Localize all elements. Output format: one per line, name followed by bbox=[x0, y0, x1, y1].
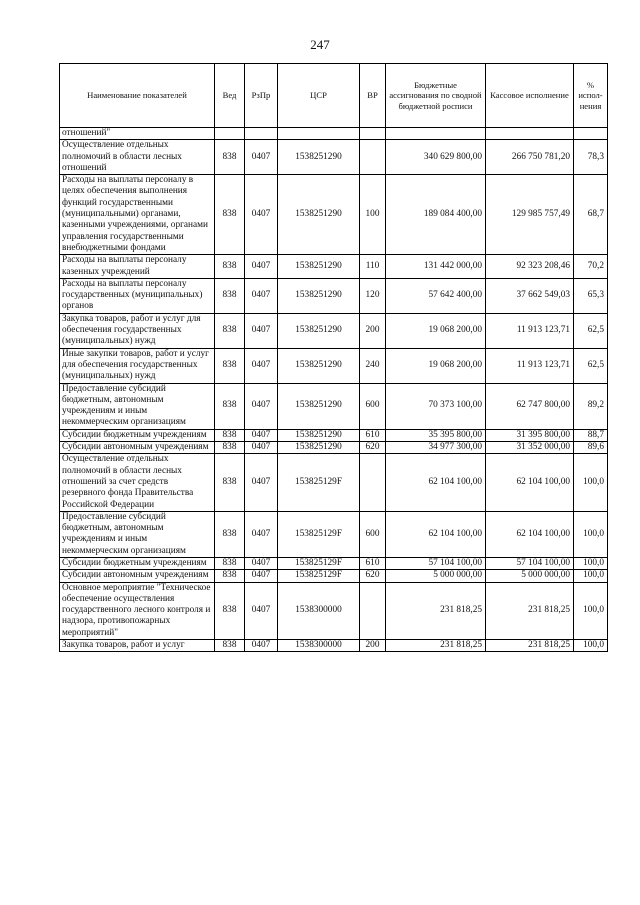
row-name: Предоставление субсидий бюджетным, автономным учреждениям и иным некоммерческим организациям bbox=[60, 511, 215, 557]
row-cash: 62 747 800,00 bbox=[486, 383, 574, 429]
row-percent: 100,0 bbox=[574, 557, 608, 569]
row-name: отношений" bbox=[60, 128, 215, 140]
table-header-row bbox=[60, 64, 608, 128]
row-budget: 35 395 800,00 bbox=[386, 429, 486, 441]
header-ved: Вед bbox=[215, 64, 245, 128]
row-rzpr: 0407 bbox=[245, 313, 278, 348]
table-row bbox=[60, 454, 608, 511]
row-budget: 231 818,25 bbox=[386, 582, 486, 639]
row-name: Предоставление субсидий бюджетным, автономным учреждениям и иным некоммерческим организациям bbox=[60, 383, 215, 429]
header-budget: Бюджетные ассигнования по сводной бюджетной росписи bbox=[386, 64, 486, 128]
row-ved: 838 bbox=[215, 557, 245, 569]
page-number: 247 bbox=[310, 37, 330, 52]
row-rzpr: 0407 bbox=[245, 557, 278, 569]
row-name: Расходы на выплаты персоналу казенных учреждений bbox=[60, 255, 215, 279]
row-rzpr: 0407 bbox=[245, 582, 278, 639]
row-ved: 838 bbox=[215, 640, 245, 652]
row-vr: 200 bbox=[360, 313, 386, 348]
header-cash: Кассовое исполнение bbox=[486, 64, 574, 128]
row-percent: 100,0 bbox=[574, 640, 608, 652]
row-ved bbox=[215, 128, 245, 140]
row-vr bbox=[360, 140, 386, 175]
budget-table bbox=[59, 63, 608, 652]
row-vr: 610 bbox=[360, 429, 386, 441]
row-name: Расходы на выплаты персоналу государственных (муниципальных) органов bbox=[60, 278, 215, 313]
row-csr: 153825129F bbox=[278, 557, 360, 569]
row-name: Субсидии бюджетным учреждениям bbox=[60, 429, 215, 441]
table-row bbox=[60, 255, 608, 279]
row-percent: 70,2 bbox=[574, 255, 608, 279]
table-row bbox=[60, 429, 608, 441]
header-name: Наименование показателей bbox=[60, 64, 215, 128]
row-budget: 189 084 400,00 bbox=[386, 175, 486, 255]
row-cash: 5 000 000,00 bbox=[486, 570, 574, 582]
row-budget: 62 104 100,00 bbox=[386, 454, 486, 511]
row-cash: 57 104 100,00 bbox=[486, 557, 574, 569]
row-vr: 200 bbox=[360, 640, 386, 652]
row-ved: 838 bbox=[215, 454, 245, 511]
row-percent: 68,7 bbox=[574, 175, 608, 255]
row-name: Основное мероприятие "Техническое обеспечение осуществления государственного лесного контроля и надзора, противопожарных мероприятий" bbox=[60, 582, 215, 639]
row-vr bbox=[360, 128, 386, 140]
row-budget: 34 977 300,00 bbox=[386, 442, 486, 454]
table-row bbox=[60, 442, 608, 454]
row-csr: 1538251290 bbox=[278, 383, 360, 429]
row-budget: 5 000 000,00 bbox=[386, 570, 486, 582]
row-percent: 62,5 bbox=[574, 313, 608, 348]
table-row bbox=[60, 313, 608, 348]
row-percent: 89,6 bbox=[574, 442, 608, 454]
row-budget: 19 068 200,00 bbox=[386, 348, 486, 383]
row-budget: 57 104 100,00 bbox=[386, 557, 486, 569]
row-cash: 31 395 800,00 bbox=[486, 429, 574, 441]
row-name: Закупка товаров, работ и услуг для обеспечения государственных (муниципальных) нужд bbox=[60, 313, 215, 348]
row-name: Осуществление отдельных полномочий в области лесных отношений bbox=[60, 140, 215, 175]
row-name: Осуществление отдельных полномочий в области лесных отношений за счет средств резервного фонда Правительства Российской Федерации bbox=[60, 454, 215, 511]
row-vr: 620 bbox=[360, 442, 386, 454]
row-ved: 838 bbox=[215, 255, 245, 279]
row-percent: 100,0 bbox=[574, 511, 608, 557]
row-percent: 65,3 bbox=[574, 278, 608, 313]
row-rzpr: 0407 bbox=[245, 442, 278, 454]
header-vr: ВР bbox=[360, 64, 386, 128]
table-row bbox=[60, 128, 608, 140]
row-csr bbox=[278, 128, 360, 140]
row-rzpr: 0407 bbox=[245, 255, 278, 279]
row-percent: 89,2 bbox=[574, 383, 608, 429]
row-vr: 600 bbox=[360, 383, 386, 429]
row-percent: 88,7 bbox=[574, 429, 608, 441]
row-ved: 838 bbox=[215, 442, 245, 454]
table-row bbox=[60, 582, 608, 639]
table-row bbox=[60, 278, 608, 313]
table-row bbox=[60, 557, 608, 569]
row-cash: 266 750 781,20 bbox=[486, 140, 574, 175]
row-csr: 153825129F bbox=[278, 454, 360, 511]
row-ved: 838 bbox=[215, 383, 245, 429]
table-row bbox=[60, 511, 608, 557]
row-cash: 11 913 123,71 bbox=[486, 348, 574, 383]
row-cash bbox=[486, 128, 574, 140]
row-csr: 1538251290 bbox=[278, 313, 360, 348]
row-ved: 838 bbox=[215, 429, 245, 441]
row-cash: 62 104 100,00 bbox=[486, 511, 574, 557]
row-rzpr: 0407 bbox=[245, 278, 278, 313]
row-vr: 110 bbox=[360, 255, 386, 279]
row-budget: 340 629 800,00 bbox=[386, 140, 486, 175]
row-percent: 100,0 bbox=[574, 570, 608, 582]
row-csr: 1538300000 bbox=[278, 640, 360, 652]
row-rzpr: 0407 bbox=[245, 140, 278, 175]
table-row bbox=[60, 175, 608, 255]
row-cash: 11 913 123,71 bbox=[486, 313, 574, 348]
row-cash: 231 818,25 bbox=[486, 640, 574, 652]
row-budget: 231 818,25 bbox=[386, 640, 486, 652]
row-cash: 37 662 549,03 bbox=[486, 278, 574, 313]
row-name: Иные закупки товаров, работ и услуг для обеспечения государственных (муниципальных) нужд bbox=[60, 348, 215, 383]
row-vr: 610 bbox=[360, 557, 386, 569]
row-ved: 838 bbox=[215, 313, 245, 348]
row-csr: 1538251290 bbox=[278, 278, 360, 313]
row-cash: 62 104 100,00 bbox=[486, 454, 574, 511]
table-row bbox=[60, 348, 608, 383]
row-ved: 838 bbox=[215, 582, 245, 639]
table-row bbox=[60, 570, 608, 582]
row-rzpr: 0407 bbox=[245, 640, 278, 652]
row-vr: 620 bbox=[360, 570, 386, 582]
row-budget: 70 373 100,00 bbox=[386, 383, 486, 429]
row-csr: 153825129F bbox=[278, 511, 360, 557]
row-csr: 1538251290 bbox=[278, 429, 360, 441]
row-percent: 100,0 bbox=[574, 454, 608, 511]
row-ved: 838 bbox=[215, 348, 245, 383]
row-csr: 153825129F bbox=[278, 570, 360, 582]
row-rzpr bbox=[245, 128, 278, 140]
row-percent bbox=[574, 128, 608, 140]
row-percent: 78,3 bbox=[574, 140, 608, 175]
row-name: Субсидии автономным учреждениям bbox=[60, 442, 215, 454]
row-rzpr: 0407 bbox=[245, 511, 278, 557]
table-row bbox=[60, 640, 608, 652]
header-percent: % испол-нения bbox=[574, 64, 608, 128]
row-csr: 1538251290 bbox=[278, 140, 360, 175]
row-name: Расходы на выплаты персоналу в целях обеспечения выполнения функций государственными (муниципальными) органами, казенными учреждениями, органами управления государственными внебюджетными фондами bbox=[60, 175, 215, 255]
table-row bbox=[60, 140, 608, 175]
row-name: Субсидии бюджетным учреждениям bbox=[60, 557, 215, 569]
row-rzpr: 0407 bbox=[245, 454, 278, 511]
row-vr: 600 bbox=[360, 511, 386, 557]
row-budget bbox=[386, 128, 486, 140]
row-budget: 19 068 200,00 bbox=[386, 313, 486, 348]
row-ved: 838 bbox=[215, 511, 245, 557]
row-rzpr: 0407 bbox=[245, 175, 278, 255]
row-name: Субсидии автономным учреждениям bbox=[60, 570, 215, 582]
row-csr: 1538251290 bbox=[278, 442, 360, 454]
row-cash: 129 985 757,49 bbox=[486, 175, 574, 255]
row-budget: 131 442 000,00 bbox=[386, 255, 486, 279]
row-name: Закупка товаров, работ и услуг bbox=[60, 640, 215, 652]
row-ved: 838 bbox=[215, 278, 245, 313]
table-row bbox=[60, 383, 608, 429]
row-ved: 838 bbox=[215, 140, 245, 175]
row-ved: 838 bbox=[215, 570, 245, 582]
row-rzpr: 0407 bbox=[245, 429, 278, 441]
row-cash: 231 818,25 bbox=[486, 582, 574, 639]
row-ved: 838 bbox=[215, 175, 245, 255]
row-budget: 62 104 100,00 bbox=[386, 511, 486, 557]
row-percent: 100,0 bbox=[574, 582, 608, 639]
header-rzpr: РзПр bbox=[245, 64, 278, 128]
row-csr: 1538251290 bbox=[278, 255, 360, 279]
row-vr: 240 bbox=[360, 348, 386, 383]
row-vr bbox=[360, 582, 386, 639]
row-csr: 1538251290 bbox=[278, 348, 360, 383]
row-percent: 62,5 bbox=[574, 348, 608, 383]
row-csr: 1538251290 bbox=[278, 175, 360, 255]
row-cash: 92 323 208,46 bbox=[486, 255, 574, 279]
row-vr: 120 bbox=[360, 278, 386, 313]
row-rzpr: 0407 bbox=[245, 570, 278, 582]
row-vr bbox=[360, 454, 386, 511]
header-csr: ЦСР bbox=[278, 64, 360, 128]
row-cash: 31 352 000,00 bbox=[486, 442, 574, 454]
row-budget: 57 642 400,00 bbox=[386, 278, 486, 313]
row-csr: 1538300000 bbox=[278, 582, 360, 639]
row-rzpr: 0407 bbox=[245, 348, 278, 383]
row-rzpr: 0407 bbox=[245, 383, 278, 429]
row-vr: 100 bbox=[360, 175, 386, 255]
